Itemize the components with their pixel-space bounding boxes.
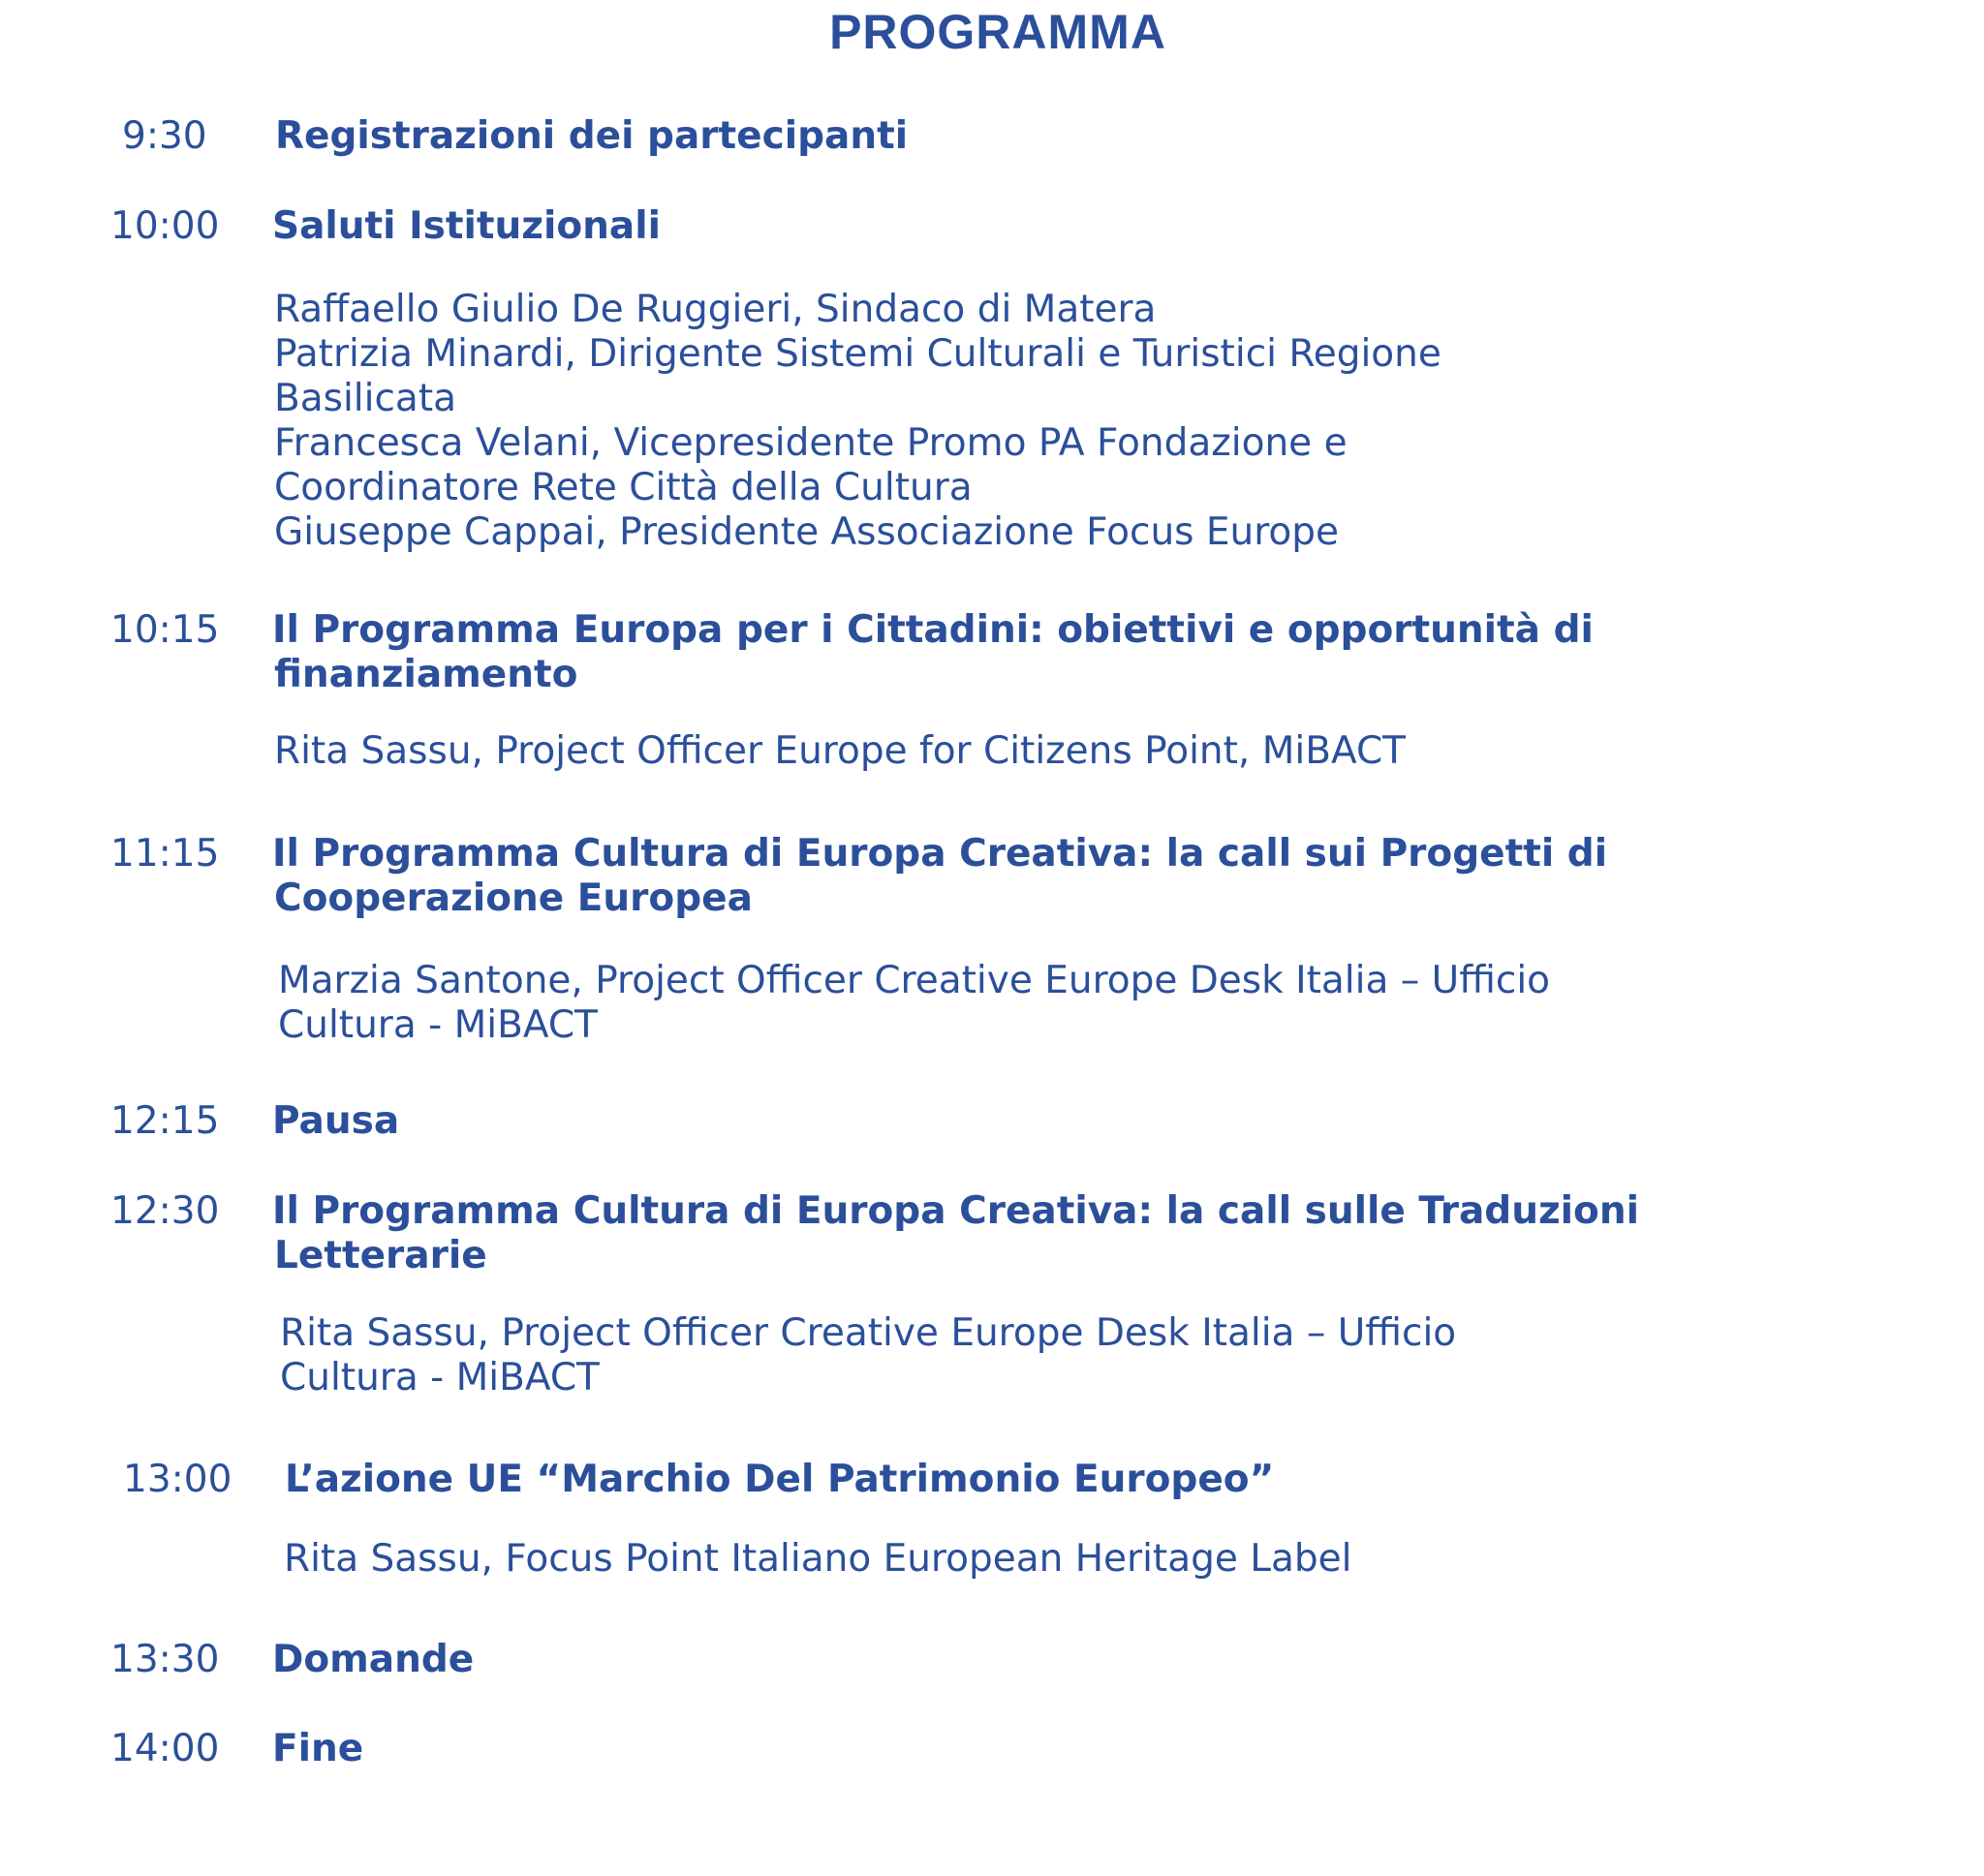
session-heading: Registrazioni dei partecipanti: [275, 114, 909, 158]
session-heading: L’azione UE “Marchio Del Patrimonio Europeo”: [285, 1458, 1275, 1501]
session-heading: Il Programma Cultura di Europa Creativa: la call sulle Traduzioni: [272, 1189, 1639, 1233]
session-heading: finanziamento: [274, 653, 578, 696]
speaker-line: Raffaello Giulio De Ruggieri, Sindaco di Matera: [274, 288, 1157, 331]
session-heading: Fine: [272, 1727, 364, 1770]
time-label: 13:30: [110, 1638, 220, 1681]
speaker-line: Basilicata: [274, 377, 457, 420]
session-heading: Il Programma Cultura di Europa Creativa: la call sui Progetti di: [272, 832, 1608, 876]
session-heading: Domande: [272, 1638, 475, 1681]
speaker-line: Marzia Santone, Project Officer Creative Europe Desk Italia – Ufficio: [278, 959, 1551, 1002]
speaker-line: Rita Sassu, Project Officer Europe for Citizens Point, MiBACT: [274, 729, 1407, 773]
speaker-line: Patrizia Minardi, Dirigente Sistemi Culturali e Turistici Regione: [274, 332, 1442, 376]
time-label: 11:15: [110, 832, 220, 876]
time-label: 12:15: [110, 1099, 220, 1143]
time-label: 9:30: [122, 114, 207, 158]
speaker-line: Rita Sassu, Project Officer Creative Europe Desk Italia – Ufficio: [280, 1311, 1457, 1355]
speaker-line: Cultura - MiBACT: [278, 1003, 598, 1047]
page-title-text: PROGRAMMA: [829, 5, 1166, 59]
time-label: 10:15: [110, 608, 220, 652]
session-heading: Cooperazione Europea: [274, 876, 753, 920]
speaker-line: Rita Sassu, Focus Point Italiano European Heritage Label: [284, 1537, 1352, 1581]
session-heading: Saluti Istituzionali: [272, 204, 661, 248]
page-title: [0, 5, 1984, 59]
speaker-line: Francesca Velani, Vicepresidente Promo PA Fondazione e: [274, 421, 1348, 465]
session-heading: Il Programma Europa per i Cittadini: obiettivi e opportunità di: [272, 608, 1594, 652]
speaker-line: Cultura - MiBACT: [280, 1356, 600, 1399]
time-label: 14:00: [110, 1727, 220, 1770]
time-label: 13:00: [123, 1458, 232, 1501]
time-label: 10:00: [110, 204, 220, 248]
speaker-line: Giuseppe Cappai, Presidente Associazione Focus Europe: [274, 510, 1340, 554]
session-heading: Letterarie: [274, 1234, 487, 1277]
session-heading: Pausa: [272, 1099, 400, 1143]
speaker-line: Coordinatore Rete Città della Cultura: [274, 466, 973, 509]
time-label: 12:30: [110, 1189, 220, 1233]
